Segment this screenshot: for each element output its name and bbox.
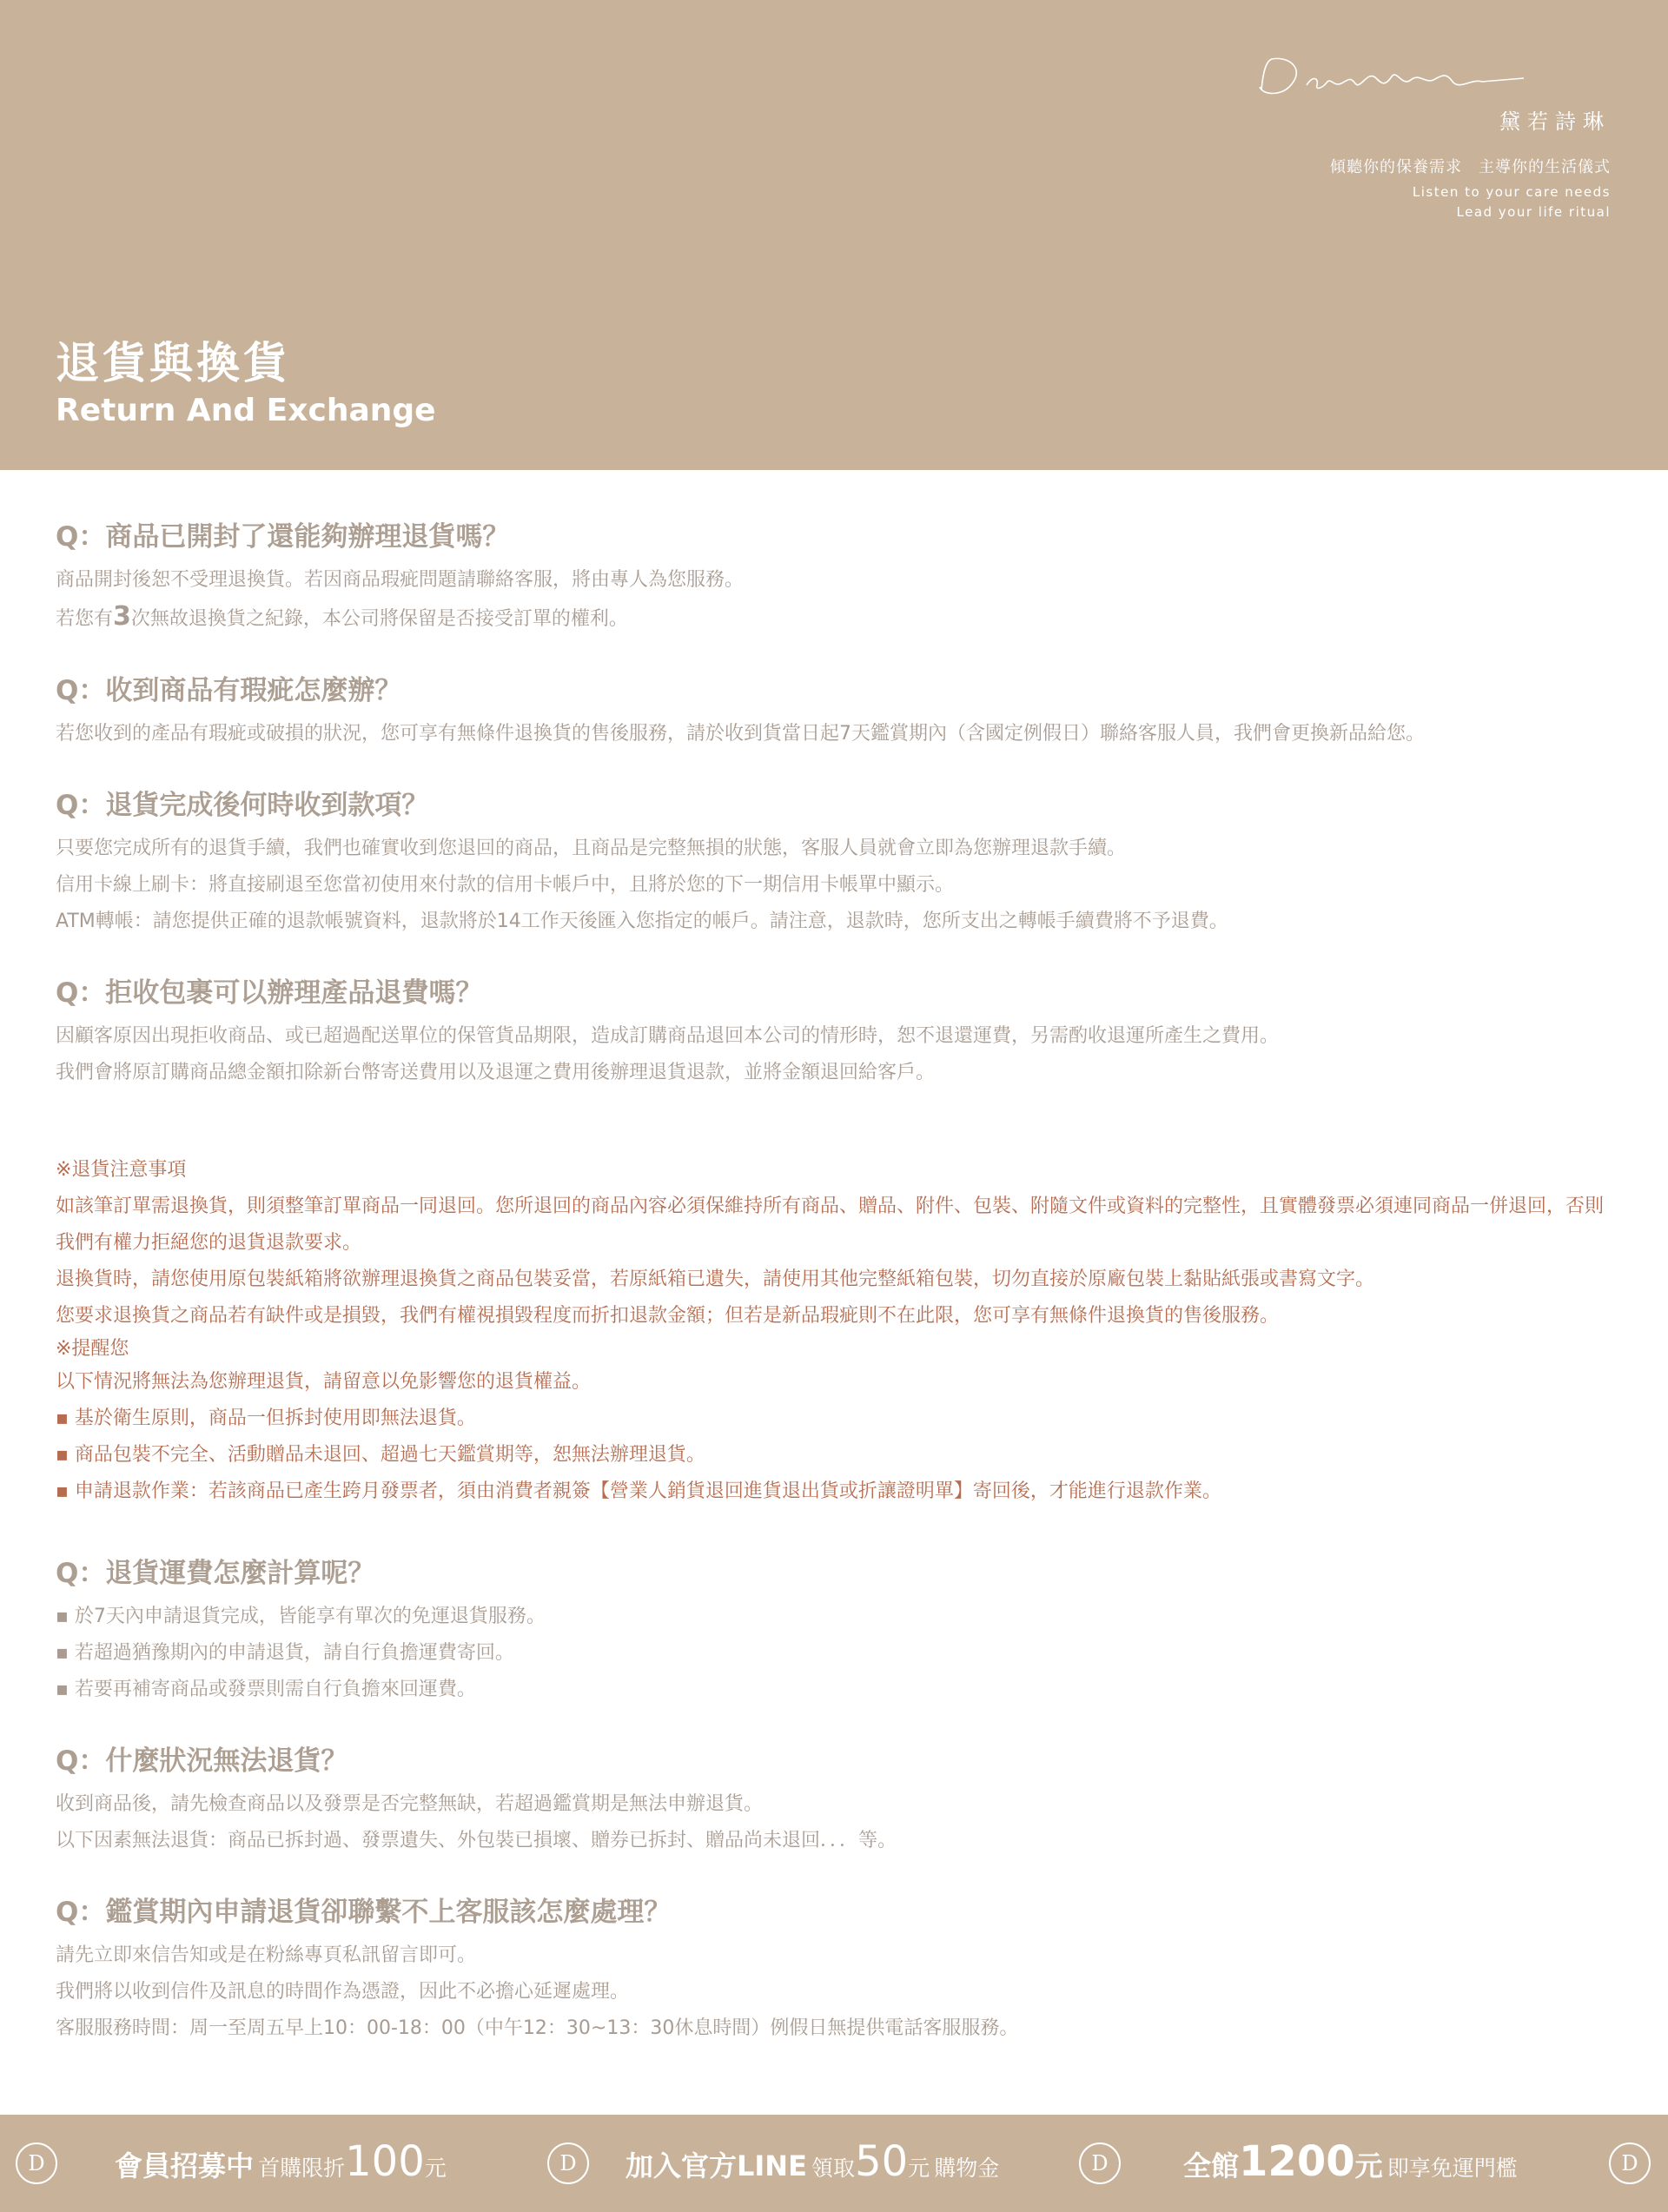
faq-answer-line: 請先立即來信告知或是在粉絲專頁私訊留言即可。: [56, 1944, 477, 1966]
faq-answer-line: ATM轉帳：請您提供正確的退款帳號資料，退款將於14工作天後匯入您指定的帳戶。請注意，退款時，您所支出之轉帳手續費將不予退費。: [56, 911, 1228, 932]
return-notice: [56, 1152, 1616, 1510]
faq-answer-line: 我們將以收到信件及訊息的時間作為憑證，因此不必擔心延遲處理。: [56, 1981, 630, 2003]
promo-line-official[interactable]: [626, 2137, 999, 2195]
faq-answer-line: 收到商品後，請先檢查商品以及發票是否完整無缺，若超過鑑賞期是無法申辦退貨。: [56, 1793, 764, 1815]
promo-small: 即享免運門檻: [1387, 2156, 1518, 2181]
faq-section-defect: [56, 672, 1616, 752]
brand-logo[interactable]: [1246, 52, 1611, 139]
faq-question: Q：收到商品有瑕疵怎麼辦？: [56, 675, 402, 706]
faq-answer-line: 以下因素無法退貨：商品已拆封過、發票遺失、外包裝已損壞、贈券已拆封、贈品尚未退回．．．等。: [56, 1830, 897, 1851]
reminder-bullet: ▪ 申請退款作業：若該商品已產生跨月發票者，須由消費者親簽【營業人銷貨退回進貨退出貨或折讓證明單】寄回後，才能進行退款作業。: [56, 1474, 1616, 1510]
reminder-bullet: ▪ 商品包裝不完全、活動贈品未退回、超過七天鑑賞期等，恕無法辦理退貨。: [56, 1437, 1616, 1474]
promo-small: 領取: [811, 2156, 856, 2181]
notice-heading: ※退貨注意事項: [56, 1159, 187, 1181]
faq-answer-bullet: ▪ 於7天內申請退貨完成，皆能享有單次的免運退貨服務。: [56, 1599, 1616, 1635]
logo-script-mark: [1254, 52, 1532, 104]
faq-answer-line: 因顧客原因出現拒收商品、或已超過配送單位的保管貨品期限，造成訂購商品退回本公司的情形時，恕不退還運費，另需酌收退運所產生之費用。: [56, 1025, 1280, 1047]
text-fragment: 若您有: [56, 608, 114, 630]
page-title: 退貨與換貨: [56, 338, 290, 388]
brand-badge-icon: D: [16, 2142, 57, 2184]
promo-footer-banner: [0, 2115, 1668, 2212]
page-subtitle: Return And Exchange: [56, 393, 436, 428]
reminder-intro: 以下情況將無法為您辦理退貨，請留意以免影響您的退貨權益。: [56, 1371, 592, 1393]
faq-section-no-return: [56, 1743, 1616, 1859]
promo-unit: 元: [908, 2156, 930, 2181]
faq-answer-line: 商品開封後恕不受理退換貨。若因商品瑕疵問題請聯絡客服，將由專人為您服務。: [56, 569, 745, 591]
promo-bold: 加入官方LINE: [626, 2149, 807, 2182]
faq-section-reject-package: [56, 975, 1616, 1091]
promo-bold: 全館: [1183, 2149, 1240, 2182]
faq-question: Q：拒收包裹可以辦理產品退費嗎？: [56, 977, 483, 1009]
faq-question: Q：什麼狀況無法退貨？: [56, 1745, 348, 1777]
faq-content: [56, 519, 1616, 2082]
promo-unit: 元: [1354, 2149, 1383, 2182]
logo-chinese-name: 黛若詩琳: [1499, 109, 1611, 134]
promo-bold: 會員招募中: [115, 2149, 255, 2182]
tagline-chinese: 傾聽你的保養需求 主導你的生活儀式: [1330, 158, 1611, 176]
promo-number: 50: [855, 2137, 909, 2186]
promo-small: 購物金: [934, 2156, 1000, 2181]
brand-badge-icon: D: [547, 2142, 589, 2184]
faq-answer-line: 只要您完成所有的退貨手續，我們也確實收到您退回的商品，且商品是完整無損的狀態，客服人員就會立即為您辦理退款手續。: [56, 838, 1127, 859]
faq-section-contact: [56, 1894, 1616, 2047]
promo-small: 首購限折: [258, 2156, 346, 2181]
faq-answer-bullet: ▪ 若超過猶豫期內的申請退貨，請自行負擔運費寄回。: [56, 1635, 1616, 1672]
faq-question: Q：商品已開封了還能夠辦理退貨嗎？: [56, 521, 510, 553]
brand-badge-icon: D: [1079, 2142, 1121, 2184]
faq-section-shipping-fee: [56, 1555, 1616, 1708]
highlight-number: 3: [113, 601, 131, 632]
faq-answer-line: [56, 599, 1616, 638]
faq-question: Q：退貨運費怎麼計算呢？: [56, 1558, 375, 1589]
faq-answer-bullet: ▪ 若要再補寄商品或發票則需自行負擔來回運費。: [56, 1672, 1616, 1708]
faq-answer-line: 我們會將原訂購商品總金額扣除新台幣寄送費用以及退運之費用後辦理退貨退款，並將金額退回給客戶。: [56, 1062, 936, 1083]
faq-section-refund-time: [56, 787, 1616, 940]
faq-question: Q：退貨完成後何時收到款項？: [56, 790, 429, 821]
promo-number: 1200: [1239, 2137, 1355, 2186]
promo-number: 100: [345, 2137, 425, 2186]
promo-member-recruit[interactable]: [115, 2137, 447, 2195]
faq-answer-line: 若您收到的產品有瑕疵或破損的狀況，您可享有無條件退換貨的售後服務，請於收到貨當日起7天鑑賞期內（含國定例假日）聯絡客服人員，我們會更換新品給您。: [56, 723, 1426, 745]
faq-section-opened-return: [56, 519, 1616, 638]
tagline-english-line-2: Lead your life ritual: [1456, 204, 1611, 220]
tagline-english-line-1: Listen to your care needs: [1412, 184, 1611, 200]
promo-unit: 元: [424, 2156, 447, 2181]
text-fragment: 次無故退換貨之紀錄，本公司將保留是否接受訂單的權利。: [130, 608, 628, 630]
faq-answer-line: 信用卡線上刷卡：將直接刷退至您當初使用來付款的信用卡帳戶中，且將於您的下一期信用卡帳單中顯示。: [56, 874, 955, 896]
notice-line: 您要求退換貨之商品若有缺件或是損毀，我們有權視損毀程度而折扣退款金額；但若是新品瑕疵則不在此限，您可享有無條件退換貨的售後服務。: [56, 1305, 1280, 1327]
notice-line: 如該筆訂單需退換貨，則須整筆訂單商品一同退回。您所退回的商品內容必須保維持所有商品、贈品、附件、包裝、附隨文件或資料的完整性，且實體發票必須連同商品一併退回，否則我們有權力拒絕您的退貨退款要求。: [56, 1195, 1605, 1254]
reminder-bullet: ▪ 基於衛生原則，商品一但拆封使用即無法退貨。: [56, 1401, 1616, 1437]
promo-free-shipping[interactable]: [1183, 2137, 1518, 2195]
notice-line: 退換貨時，請您使用原包裝紙箱將欲辦理退換貨之商品包裝妥當，若原紙箱已遺失，請使用其他完整紙箱包裝，切勿直接於原廠包裝上黏貼紙張或書寫文字。: [56, 1268, 1375, 1290]
faq-answer-line: 客服服務時間：周一至周五早上10：00-18：00（中午12：30~13：30休息時間）例假日無提供電話客服服務。: [56, 2017, 1019, 2039]
brand-badge-icon: D: [1609, 2142, 1651, 2184]
hero-banner: [0, 0, 1668, 470]
reminder-heading: ※提醒您: [56, 1338, 129, 1360]
tagline-english: [1413, 182, 1611, 222]
faq-question: Q：鑑賞期內申請退貨卻聯繫不上客服該怎麼處理？: [56, 1897, 672, 1928]
